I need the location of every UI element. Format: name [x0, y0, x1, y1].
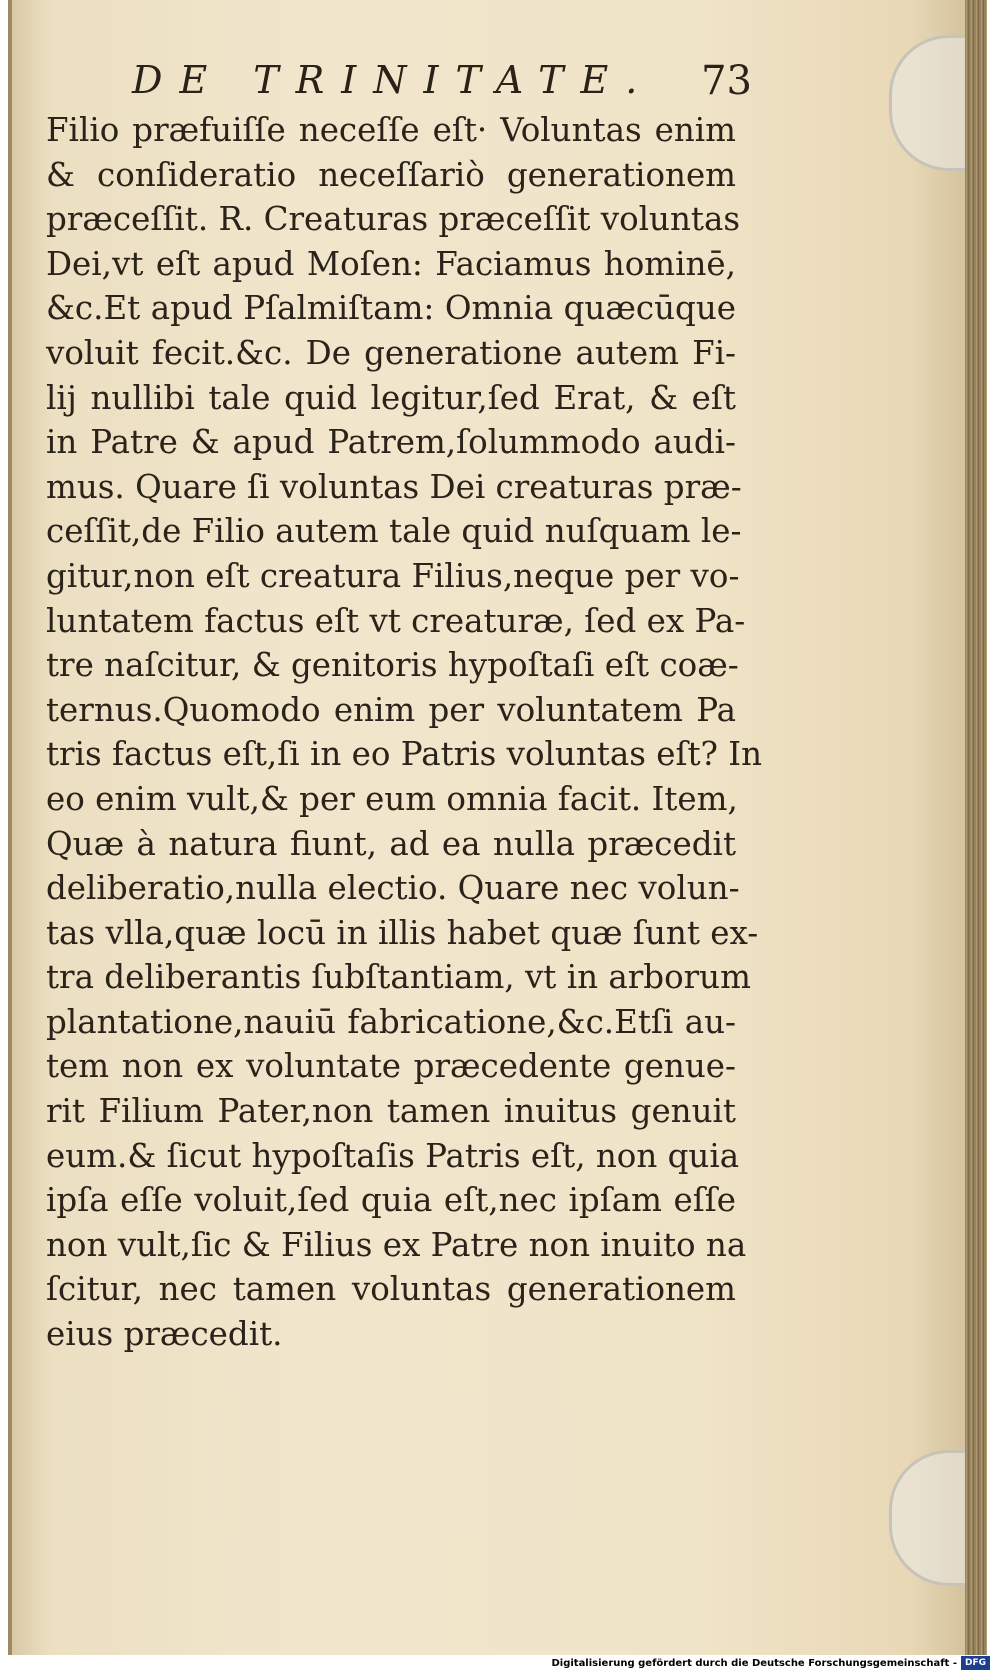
text-line: Quæ à natura fiunt, ad ea nulla præcedit [46, 824, 736, 863]
text-line: ipſa eſſe voluit,ſed quia eſt,nec ipſam eſſe [46, 1181, 736, 1220]
text-line: rit Filium Pater,non tamen inuitus genuit [46, 1092, 736, 1131]
text-line: eius præcedit. [46, 1315, 283, 1354]
text-line: in Patre & apud Patrem,ſolummodo audi- [46, 423, 736, 462]
text-line: mus. Quare ſi voluntas Dei creaturas præ- [46, 467, 742, 506]
text-line: præceſſit. R. Creaturas præceſſit voluntas [46, 200, 741, 239]
text-line: Dei,vt eſt apud Moſen: Faciamus hominē, [46, 244, 736, 283]
text-line: ceſſit,de Filio autem tale quid nuſquam le- [46, 512, 742, 551]
text-line: tra deliberantis ſubſtantiam, vt in arborum [46, 958, 751, 997]
credit-text: Digitalisierung gefördert durch die Deutsche Forschungsgemeinschaft - [551, 1657, 957, 1669]
text-line: voluit fecit.&c. De generatione autem Fi- [46, 333, 736, 372]
running-title: DE TRINITATE. [132, 58, 655, 102]
dfg-logo: DFG [961, 1656, 990, 1670]
digitization-credit [551, 1656, 990, 1670]
text-line: eo enim vult,& per eum omnia facit. Item, [46, 779, 738, 818]
text-line: tris factus eſt,ſi in eo Patris voluntas eſt? In [46, 735, 763, 774]
text-line: luntatem factus eſt vt creaturæ, ſed ex Pa- [46, 601, 746, 640]
text-line: Filio præfuiſſe neceſſe eſt· Voluntas enim [46, 111, 736, 149]
text-line: tre naſcitur, & genitoris hypoſtaſi eſt coæ- [46, 646, 739, 685]
text-line: lij nullibi tale quid legitur,ſed Erat, & eſt [46, 378, 736, 417]
text-line: plantatione,nauiū fabricatione,&c.Etſi au- [46, 1002, 736, 1041]
text-line: tem non ex voluntate præcedente genue- [46, 1047, 736, 1086]
text-line: eum.& ſicut hypoſtaſis Patris eſt, non quia [46, 1136, 740, 1175]
book-page [8, 0, 987, 1655]
page-edge [965, 0, 987, 1655]
text-line: & conſideratio neceſſariò generationem [46, 155, 736, 194]
text-line: ternus.Quomodo enim per voluntatem Pa [46, 690, 736, 729]
text-line: gitur,non eſt creatura Filius,neque per vo- [46, 556, 740, 595]
page-number: 73 [701, 58, 752, 104]
page-header [132, 58, 752, 108]
text-line: &c.Et apud Pſalmiſtam: Omnia quæcūque [46, 289, 736, 328]
text-line: tas vlla,quæ locū in illis habet quæ ſunt ex- [46, 913, 759, 952]
text-line: non vult,ſic & Filius ex Patre non inuito na [46, 1225, 747, 1264]
body-text [46, 108, 763, 1357]
text-line: ſcitur, nec tamen voluntas generationem [46, 1270, 736, 1309]
text-line: deliberatio,nulla electio. Quare nec volun- [46, 869, 740, 908]
